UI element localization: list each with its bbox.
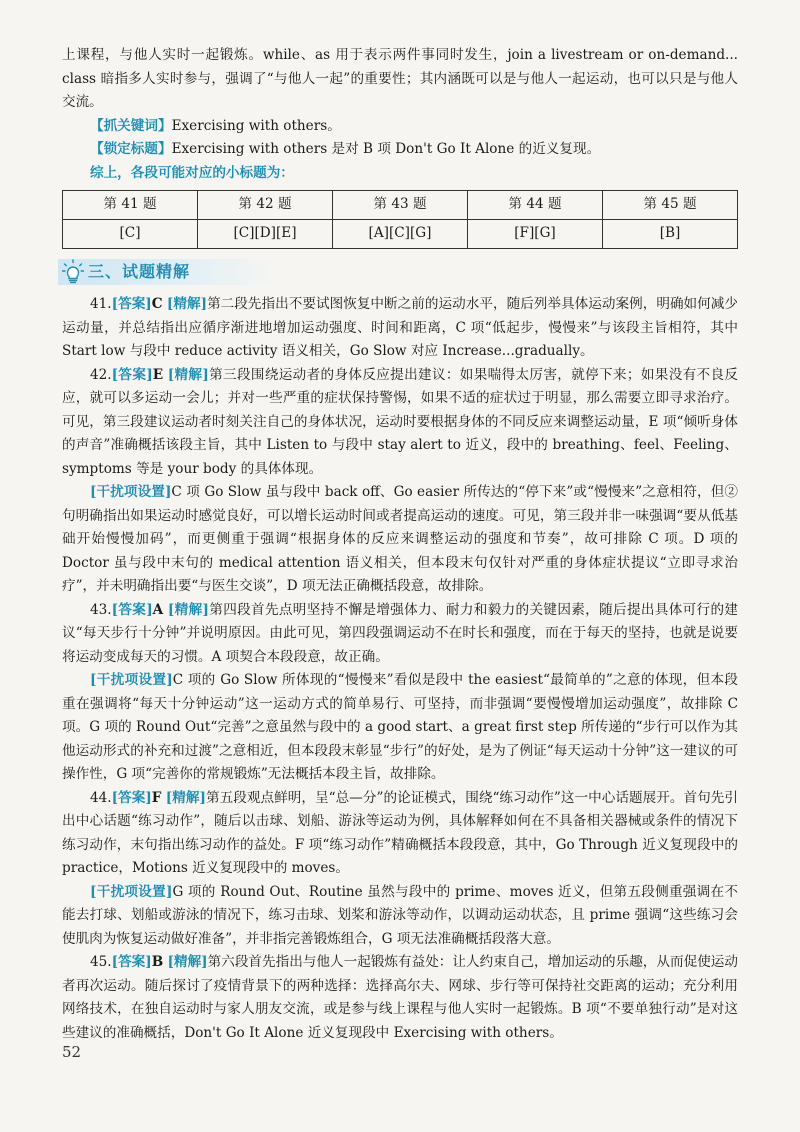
answer-table — [62, 190, 738, 249]
explain-label: [精解] — [165, 789, 206, 806]
page-number: 52 — [62, 1043, 82, 1061]
answer-label: [答案] — [111, 601, 153, 618]
keyword-label: 【抓关键词】 — [90, 117, 172, 134]
distractor-label: [干扰项设置] — [90, 672, 173, 688]
answer-label: [答案] — [111, 366, 153, 383]
table-answer-cell: [C] — [63, 220, 198, 249]
answer-letter: B — [151, 954, 164, 970]
answer-table-value-row — [63, 220, 738, 249]
table-answer-cell: [A][C][G] — [333, 220, 468, 249]
table-header-cell: 第 45 题 — [603, 191, 738, 220]
q43-distractor — [62, 669, 738, 787]
lightbulb-icon — [62, 259, 84, 285]
q43-explanation — [62, 599, 738, 670]
explain-label: [精解] — [167, 366, 209, 383]
explain-text: 第二段先指出不要试图恢复中断之前的运动水平，随后列举具体运动案例，明确如何减少运动量，并总结指出应循序渐进地增加运动强度、时间和距离，C 项“低起步，慢慢来”与该段主旨相符，其中 Start low 与段中 reduce activity 语义相关，Go Slow 对应 Increase...gradually。 — [62, 296, 738, 359]
q44-distractor — [62, 881, 738, 952]
section-heading — [58, 257, 738, 287]
distractor-text: G 项的 Round Out、Routine 虽然与段中的 prime、moves 近义，但第五段侧重强调在不能去打球、划船或游泳的情况下，练习击球、划桨和游泳等动作，以调动运动状态，且 prime 强调“这些练习会使肌肉为恢复运动做好准备”，并非指完善锻炼组合，G 项无法准确概括段落大意。 — [62, 883, 738, 947]
explain-label: [精解] — [166, 296, 208, 312]
distractor-text: C 项 Go Slow 虽与段中 back off、Go easier 所传达的“停下来”或“慢慢来”之意相符，但②句明确指出如果运动时感觉良好，可以增长运动时间或者提高运动的速度。可见，第三段并非一味强调“要从低基础开始慢慢加码”，而更侧重于强调“根据身体的反应来调整运动的强度和节奏”，故可排除 C 项。D 项的 Doctor 虽与段中末句的 medical attention 语义相关，但本段末句仅针对严重的身体症状提议“立即寻求治疗”，并未明确指出要“与医生交谈”，D 项无法正确概括段意，故排除。 — [62, 484, 738, 594]
answer-letter: C — [151, 296, 163, 312]
question-number: 44. — [90, 789, 112, 806]
q45-explanation — [62, 951, 738, 1045]
question-number: 43. — [90, 601, 112, 618]
answer-letter: A — [152, 601, 164, 618]
distractor-text: C 项的 Go Slow 所体现的“慢慢来”看似是段中 the easiest“最简单的”之意的体现，但本段重在强调将“每天十分钟运动”这一运动方式的简单易行、可坚持，而非强调“要慢慢增加运动强度”，故排除 C 项。G 项的 Round Out“完善”之意虽然与段中的 a good start、a great first step 所传递的“步行可以作为其他运动形式的补充和过渡”之意相近，但本段段末彰显“步行”的好处，是为了例证“每天运动十分钟”这一建议的可操作性，G 项“完善你的常规锻炼”无法概括本段主旨，故排除。 — [62, 672, 738, 782]
question-number: 41. — [90, 296, 112, 312]
table-header-cell: 第 43 题 — [333, 191, 468, 220]
keyword-line — [62, 115, 738, 139]
section-title: 三、试题精解 — [88, 262, 191, 282]
q42-distractor — [62, 481, 738, 599]
answer-label: [答案] — [111, 954, 152, 970]
explain-text: 第六段首先指出与他人一起锻炼有益处：让人约束自己，增加运动的乐趣，从而促使运动者再次运动。随后探讨了疫情背景下的两种选择：选择高尔夫、网球、步行等可保持社交距离的运动；充分利用网络技术，在独自运动时与家人朋友交流，或是参与线上课程与他人实时一起锻炼。B 项“不要单独行动”是对这些建议的准确概括，Don't Go It Alone 近义复现段中 Exercising with others。 — [62, 954, 738, 1041]
intro-paragraph: 上课程，与他人实时一起锻炼。while、as 用于表示两件事同时发生，join a livestream or on-demand... class 暗指多人实时参与，强调了“与他人一起”的重要性；其内涵既可以是与他人一起运动，也可以只是与他人交流。 — [62, 47, 738, 110]
explain-text: 第四段首先点明坚持不懈是增强体力、耐力和毅力的关键因素，随后提出具体可行的建议“每天步行十分钟”并说明原因。由此可见，第四段强调运动不在时长和强度，而在于每天的坚持，也就是说要将运动变成每天的习惯。A 项契合本段段意，故正确。 — [62, 601, 738, 665]
keyword-text: Exercising with others。 — [171, 117, 341, 134]
answer-label: [答案] — [111, 789, 152, 806]
table-header-cell: 第 42 题 — [198, 191, 333, 220]
table-answer-cell: [F][G] — [468, 220, 603, 249]
question-number: 45. — [90, 954, 112, 970]
summary-line: 综上，各段可能对应的小标题为： — [90, 164, 294, 181]
distractor-label: [干扰项设置] — [90, 883, 173, 900]
answer-table-header-row — [63, 191, 738, 220]
explain-text: 第三段围绕运动者的身体反应提出建议：如果喘得太厉害，就停下来；如果没有不良反应，就可以多运动一会儿；并对一些严重的症状保持警惕，如果不适的症状过于明显，那么需要立即寻求治疗。可见，第三段建议运动者时刻关注自己的身体状况，运动时要根据身体的不同反应来调整运动量，E 项“倾听身体的声音”准确概括该段主旨，其中 Listen to 与段中 stay alert to 近义，段中的 breathing、feel、Feeling、symptoms 等是 your body 的具体体现。 — [62, 366, 738, 477]
answer-label: [答案] — [111, 296, 152, 312]
q42-explanation — [62, 364, 738, 482]
explain-label: [精解] — [167, 601, 209, 618]
question-number: 42. — [90, 366, 112, 383]
answer-letter: E — [152, 366, 164, 383]
q41-explanation — [62, 293, 738, 364]
answer-letter: F — [151, 789, 162, 806]
section-band — [58, 259, 280, 285]
explain-label: [精解] — [167, 954, 208, 970]
table-header-cell: 第 41 题 — [63, 191, 198, 220]
page-content — [62, 44, 738, 1045]
lock-title-text: Exercising with others 是对 B 项 Don't Go It Alone 的近义复现。 — [171, 141, 601, 157]
lock-title-line — [62, 138, 738, 162]
distractor-label: [干扰项设置] — [90, 484, 172, 500]
table-answer-cell: [B] — [603, 220, 738, 249]
table-answer-cell: [C][D][E] — [198, 220, 333, 249]
lock-title-label: 【锁定标题】 — [90, 141, 172, 157]
explain-text: 第五段观点鲜明，呈“总—分”的论证模式，围绕“练习动作”这一中心话题展开。首句先引出中心话题“练习动作”，随后以击球、划船、游泳等运动为例，具体解释如何在不具备相关器械或条件的情况下练习动作，末句指出练习动作的益处。F 项“练习动作”精确概括本段段意，其中，Go Through 近义复现段中的 practice，Motions 近义复现段中的 moves。 — [62, 789, 738, 876]
q44-explanation — [62, 787, 738, 881]
table-header-cell: 第 44 题 — [468, 191, 603, 220]
